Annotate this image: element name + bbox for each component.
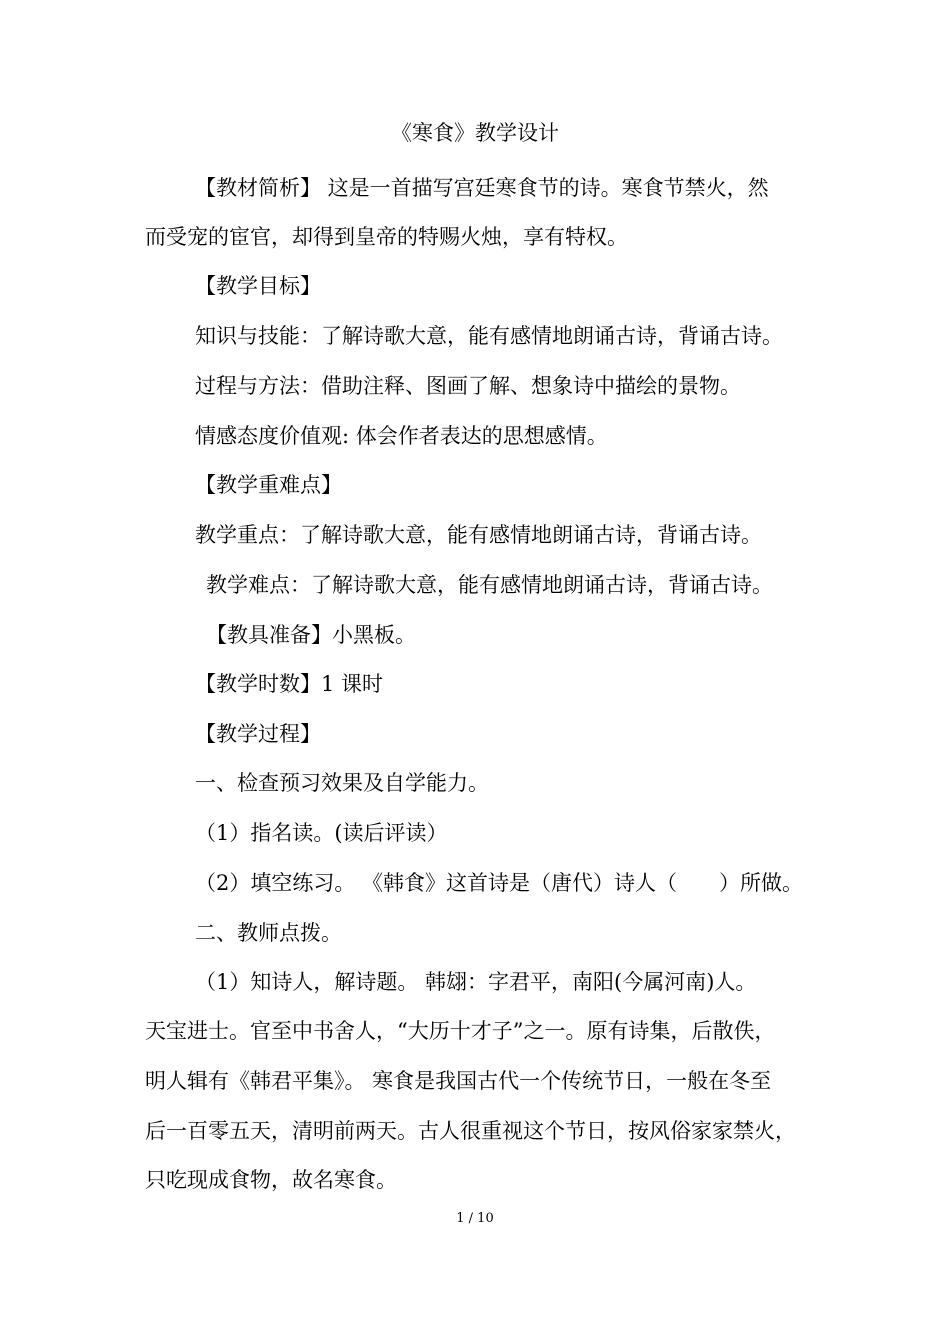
difficult-point: 教学难点：了解诗歌大意，能有感情地朗诵古诗，背诵古诗。 <box>206 573 773 597</box>
step-two-item-1-cont-2: 明人辑有《韩君平集》。 寒食是我国古代一个传统节日，一般在冬至 <box>145 1069 772 1093</box>
step-two-item-1-cont-1: 天宝进士。官至中书舍人，“大历十才子”之一。原有诗集，后散佚， <box>145 1019 776 1043</box>
step-one-heading: 一、检查预习效果及自学能力。 <box>195 771 489 795</box>
teaching-hours: 【教学时数】1 课时 <box>195 672 384 696</box>
document-title: 《寒食》教学设计 <box>391 121 559 145</box>
heading-key-difficult-points: 【教学重难点】 <box>195 473 342 497</box>
teaching-aids: 【教具准备】小黑板。 <box>206 623 416 647</box>
goal-process-method: 过程与方法：借助注释、图画了解、想象诗中描绘的景物。 <box>195 374 741 398</box>
step-two-heading: 二、教师点拨。 <box>195 921 342 945</box>
page-number: 1 / 10 <box>456 1211 494 1226</box>
heading-teaching-process: 【教学过程】 <box>195 722 321 746</box>
paragraph-line-textbook-analysis: 【教材简析】 这是一首描写宫廷寒食节的诗。寒食节禁火，然 <box>195 176 769 200</box>
goal-knowledge-skills: 知识与技能：了解诗歌大意，能有感情地朗诵古诗，背诵古诗。 <box>195 324 783 348</box>
step-two-item-1-cont-3: 后一百零五天，清明前两天。古人很重视这个节日，按风俗家家禁火， <box>145 1119 796 1143</box>
step-two-item-1: （1）知诗人，解诗题。 韩翃：字君平，南阳(今属河南)人。 <box>195 970 757 994</box>
key-point: 教学重点：了解诗歌大意，能有感情地朗诵古诗，背诵古诗。 <box>195 523 762 547</box>
step-one-item-2: （2）填空练习。 《韩食》这首诗是（唐代）诗人（ ）所做。 <box>195 871 804 895</box>
step-one-item-1: （1）指名读。(读后评读） <box>195 821 448 845</box>
paragraph-line-textbook-analysis-cont: 而受宠的宦官，却得到皇帝的特赐火烛，享有特权。 <box>145 225 628 249</box>
goal-emotion-values: 情感态度价值观: 体会作者表达的思想感情。 <box>195 424 608 448</box>
step-two-item-1-cont-4: 只吃现成食物，故名寒食。 <box>145 1168 397 1192</box>
heading-teaching-goals: 【教学目标】 <box>195 274 321 298</box>
